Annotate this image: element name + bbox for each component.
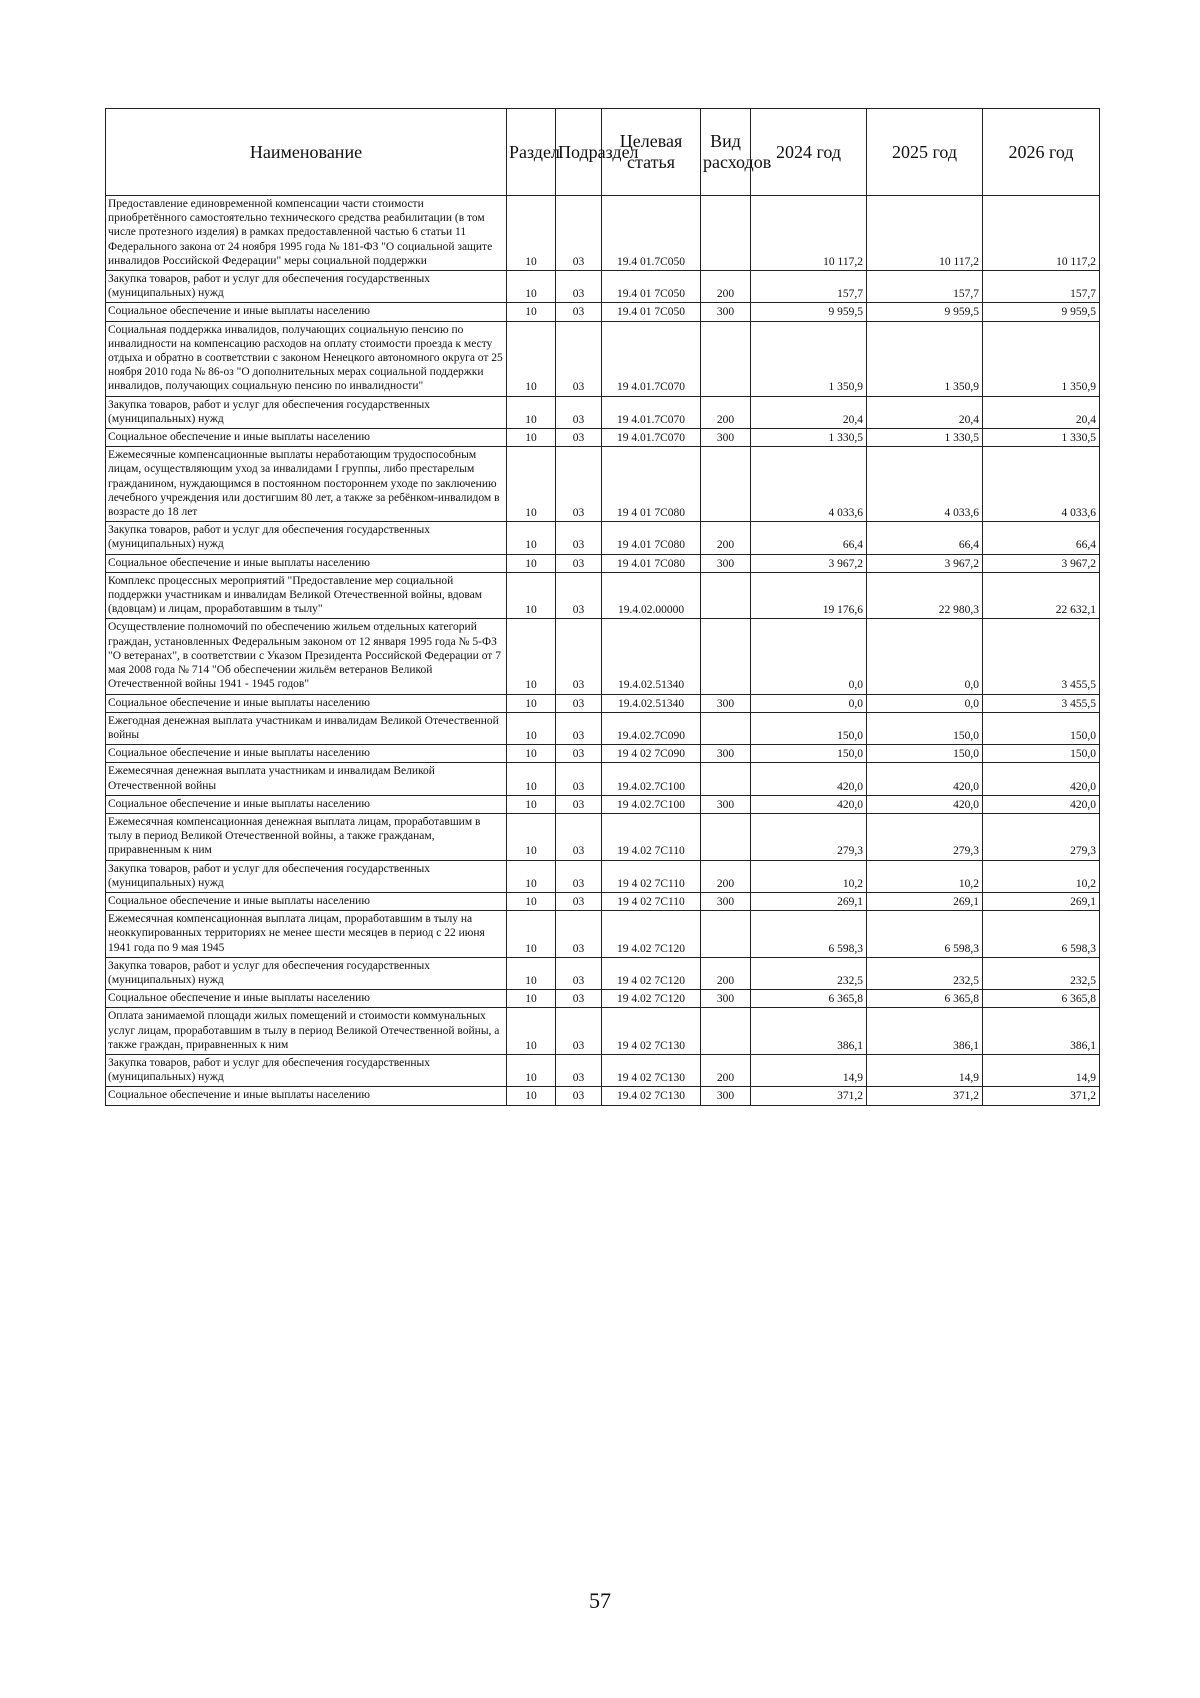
table-row [106, 712, 1100, 744]
table-row [106, 911, 1100, 958]
row-value-2025: 420,0 [867, 763, 983, 795]
row-expense-type: 200 [701, 957, 751, 989]
row-expense-type: 200 [701, 522, 751, 554]
row-subsection: 03 [556, 745, 602, 763]
header-2025: 2025 год [867, 109, 983, 196]
row-expense-type: 300 [701, 694, 751, 712]
row-value-2026: 150,0 [983, 712, 1100, 744]
row-expense-type [701, 447, 751, 522]
row-value-2025: 279,3 [867, 813, 983, 860]
row-value-2026: 1 350,9 [983, 321, 1100, 396]
row-name: Закупка товаров, работ и услуг для обеспечения государственных (муниципальных) нужд [106, 522, 507, 554]
row-expense-type [701, 712, 751, 744]
row-subsection: 03 [556, 990, 602, 1008]
row-value-2025: 269,1 [867, 892, 983, 910]
row-value-2024: 10 117,2 [751, 196, 867, 271]
row-expense-type [701, 572, 751, 619]
header-2024: 2024 год [751, 109, 867, 196]
header-expense-type: Вид расходов [701, 109, 751, 196]
row-target: 19.4.02.51340 [602, 694, 701, 712]
row-expense-type [701, 196, 751, 271]
row-value-2024: 4 033,6 [751, 447, 867, 522]
row-section: 10 [507, 303, 556, 321]
table-body [106, 196, 1100, 1106]
row-name: Закупка товаров, работ и услуг для обеспечения государственных (муниципальных) нужд [106, 396, 507, 428]
row-value-2026: 420,0 [983, 795, 1100, 813]
row-target: 19 4 02 7С110 [602, 892, 701, 910]
row-subsection: 03 [556, 795, 602, 813]
row-value-2025: 20,4 [867, 396, 983, 428]
row-expense-type: 300 [701, 303, 751, 321]
row-value-2024: 66,4 [751, 522, 867, 554]
row-name: Социальное обеспечение и иные выплаты населению [106, 303, 507, 321]
row-name: Закупка товаров, работ и услуг для обеспечения государственных (муниципальных) нужд [106, 1054, 507, 1086]
row-value-2024: 157,7 [751, 271, 867, 303]
row-section: 10 [507, 554, 556, 572]
table-row [106, 892, 1100, 910]
row-subsection: 03 [556, 957, 602, 989]
row-subsection: 03 [556, 396, 602, 428]
row-expense-type: 200 [701, 271, 751, 303]
row-value-2025: 4 033,6 [867, 447, 983, 522]
table-row [106, 990, 1100, 1008]
row-section: 10 [507, 745, 556, 763]
row-expense-type: 300 [701, 745, 751, 763]
row-value-2025: 14,9 [867, 1054, 983, 1086]
table-row [106, 554, 1100, 572]
row-value-2024: 150,0 [751, 745, 867, 763]
row-subsection: 03 [556, 860, 602, 892]
row-expense-type: 300 [701, 892, 751, 910]
table-row [106, 1008, 1100, 1055]
row-subsection: 03 [556, 1087, 602, 1105]
row-target: 19 4 01 7С080 [602, 447, 701, 522]
row-section: 10 [507, 271, 556, 303]
row-target: 19 4.01 7С080 [602, 522, 701, 554]
row-section: 10 [507, 1008, 556, 1055]
row-subsection: 03 [556, 447, 602, 522]
row-subsection: 03 [556, 813, 602, 860]
row-target: 19 4.01.7С070 [602, 429, 701, 447]
row-subsection: 03 [556, 694, 602, 712]
row-section: 10 [507, 1087, 556, 1105]
row-target: 19 4 02 7С130 [602, 1054, 701, 1086]
row-value-2026: 9 959,5 [983, 303, 1100, 321]
table-row [106, 271, 1100, 303]
row-subsection: 03 [556, 1054, 602, 1086]
row-target: 19.4 01 7С050 [602, 303, 701, 321]
row-value-2024: 0,0 [751, 694, 867, 712]
row-value-2025: 9 959,5 [867, 303, 983, 321]
row-expense-type: 300 [701, 554, 751, 572]
row-section: 10 [507, 795, 556, 813]
row-target: 19.4.02.7С090 [602, 712, 701, 744]
row-value-2025: 420,0 [867, 795, 983, 813]
row-value-2024: 420,0 [751, 763, 867, 795]
row-target: 19 4.01.7С070 [602, 396, 701, 428]
row-subsection: 03 [556, 554, 602, 572]
row-section: 10 [507, 396, 556, 428]
row-expense-type [701, 321, 751, 396]
row-target: 19 4.02 7С120 [602, 990, 701, 1008]
row-value-2026: 6 365,8 [983, 990, 1100, 1008]
table-row [106, 694, 1100, 712]
row-target: 19 4.02 7С120 [602, 911, 701, 958]
row-name: Ежегодная денежная выплата участникам и инвалидам Великой Отечественной войны [106, 712, 507, 744]
row-name: Оплата занимаемой площади жилых помещений и стоимости коммунальных услуг лицам, проработавшим в тылу в период Великой Отечественной войны, а также граждан, приравненных к ним [106, 1008, 507, 1055]
row-value-2024: 9 959,5 [751, 303, 867, 321]
row-name: Закупка товаров, работ и услуг для обеспечения государственных (муниципальных) нужд [106, 860, 507, 892]
header-target: Целевая статья [602, 109, 701, 196]
row-expense-type: 200 [701, 860, 751, 892]
row-value-2024: 279,3 [751, 813, 867, 860]
row-value-2024: 269,1 [751, 892, 867, 910]
row-target: 19 4.02 7С110 [602, 813, 701, 860]
row-value-2026: 10 117,2 [983, 196, 1100, 271]
table-row [106, 619, 1100, 694]
row-value-2026: 3 967,2 [983, 554, 1100, 572]
row-target: 19.4 01 7С050 [602, 271, 701, 303]
row-section: 10 [507, 1054, 556, 1086]
row-name: Социальное обеспечение и иные выплаты населению [106, 990, 507, 1008]
row-value-2025: 150,0 [867, 712, 983, 744]
table-row [106, 860, 1100, 892]
row-expense-type [701, 813, 751, 860]
row-expense-type [701, 911, 751, 958]
row-expense-type: 300 [701, 1087, 751, 1105]
row-value-2025: 157,7 [867, 271, 983, 303]
row-subsection: 03 [556, 572, 602, 619]
budget-table [105, 108, 1100, 1106]
table-row [106, 795, 1100, 813]
row-value-2025: 1 350,9 [867, 321, 983, 396]
row-value-2026: 232,5 [983, 957, 1100, 989]
row-target: 19.4.02.7С100 [602, 763, 701, 795]
row-value-2024: 420,0 [751, 795, 867, 813]
row-target: 19 4 02 7С090 [602, 745, 701, 763]
row-expense-type: 200 [701, 396, 751, 428]
row-value-2026: 371,2 [983, 1087, 1100, 1105]
row-name: Осуществление полномочий по обеспечению жильем отдельных категорий граждан, установленных Федеральным законом от 12 января 1995 года № 5-ФЗ "О ветеранах", в соответствии с Указом Президента Российской Федерации от 7 мая 2008 года № 714 "Об обеспечении жильём ветеранов Великой Отечественной войны 1941 - 1945 годов" [106, 619, 507, 694]
row-subsection: 03 [556, 712, 602, 744]
table-row [106, 745, 1100, 763]
row-name: Социальное обеспечение и иные выплаты населению [106, 429, 507, 447]
row-value-2024: 150,0 [751, 712, 867, 744]
table-row [106, 1087, 1100, 1105]
row-target: 19 4.01.7С070 [602, 321, 701, 396]
row-value-2026: 279,3 [983, 813, 1100, 860]
row-section: 10 [507, 860, 556, 892]
row-section: 10 [507, 572, 556, 619]
row-expense-type: 200 [701, 1054, 751, 1086]
row-section: 10 [507, 447, 556, 522]
row-name: Социальное обеспечение и иные выплаты населению [106, 694, 507, 712]
row-section: 10 [507, 892, 556, 910]
row-subsection: 03 [556, 196, 602, 271]
row-target: 19.4.02.00000 [602, 572, 701, 619]
row-value-2024: 10,2 [751, 860, 867, 892]
row-section: 10 [507, 321, 556, 396]
row-target: 19 4.01 7С080 [602, 554, 701, 572]
row-value-2026: 20,4 [983, 396, 1100, 428]
row-value-2026: 269,1 [983, 892, 1100, 910]
row-name: Ежемесячная компенсационная денежная выплата лицам, проработавшим в тылу в период Великой Отечественной войны, а также гражданам, приравненным к ним [106, 813, 507, 860]
header-2026: 2026 год [983, 109, 1100, 196]
row-value-2025: 66,4 [867, 522, 983, 554]
row-name: Социальное обеспечение и иные выплаты населению [106, 1087, 507, 1105]
row-expense-type [701, 1008, 751, 1055]
row-target: 19.4 02 7С130 [602, 1087, 701, 1105]
row-section: 10 [507, 957, 556, 989]
table-row [106, 813, 1100, 860]
row-name: Социальное обеспечение и иные выплаты населению [106, 795, 507, 813]
row-value-2024: 6 598,3 [751, 911, 867, 958]
row-value-2025: 1 330,5 [867, 429, 983, 447]
row-name: Закупка товаров, работ и услуг для обеспечения государственных (муниципальных) нужд [106, 957, 507, 989]
table-row [106, 1054, 1100, 1086]
row-name: Социальная поддержка инвалидов, получающих социальную пенсию по инвалидности на компенсацию расходов на оплату стоимости проезда к месту отдыха и обратно в соответствии с законом Ненецкого автономного округа от 25 ноября 2010 года № 86-оз "О дополнительных мерах социальной поддержки инвалидов, получающих социальную пенсию по инвалидности" [106, 321, 507, 396]
row-name: Социальное обеспечение и иные выплаты населению [106, 554, 507, 572]
table-row [106, 303, 1100, 321]
row-section: 10 [507, 694, 556, 712]
row-target: 19 4 02 7С120 [602, 957, 701, 989]
row-subsection: 03 [556, 303, 602, 321]
row-section: 10 [507, 619, 556, 694]
row-value-2025: 232,5 [867, 957, 983, 989]
row-value-2025: 6 365,8 [867, 990, 983, 1008]
row-value-2026: 150,0 [983, 745, 1100, 763]
row-expense-type: 300 [701, 990, 751, 1008]
row-value-2025: 150,0 [867, 745, 983, 763]
row-value-2024: 20,4 [751, 396, 867, 428]
row-value-2026: 3 455,5 [983, 694, 1100, 712]
row-name: Закупка товаров, работ и услуг для обеспечения государственных (муниципальных) нужд [106, 271, 507, 303]
row-section: 10 [507, 196, 556, 271]
row-value-2024: 1 350,9 [751, 321, 867, 396]
row-value-2026: 3 455,5 [983, 619, 1100, 694]
header-subsection: Подраздел [556, 109, 602, 196]
row-value-2025: 0,0 [867, 619, 983, 694]
table-row [106, 447, 1100, 522]
row-name: Ежемесячная денежная выплата участникам и инвалидам Великой Отечественной войны [106, 763, 507, 795]
row-section: 10 [507, 712, 556, 744]
row-value-2024: 19 176,6 [751, 572, 867, 619]
row-target: 19.4 01.7С050 [602, 196, 701, 271]
row-subsection: 03 [556, 321, 602, 396]
row-expense-type: 300 [701, 795, 751, 813]
row-value-2025: 10 117,2 [867, 196, 983, 271]
row-value-2026: 1 330,5 [983, 429, 1100, 447]
table-row [106, 572, 1100, 619]
row-name: Ежемесячные компенсационные выплаты неработающим трудоспособным лицам, осуществляющим уход за инвалидами I группы, либо престарелым гражданином, нуждающимся в постоянном постороннем уходе по заключению лечебного учреждения или достигшим 80 лет, а также за ребёнком-инвалидом в возрасте до 18 лет [106, 447, 507, 522]
row-value-2024: 386,1 [751, 1008, 867, 1055]
table-row [106, 196, 1100, 271]
row-section: 10 [507, 763, 556, 795]
row-section: 10 [507, 813, 556, 860]
row-value-2026: 66,4 [983, 522, 1100, 554]
row-target: 19 4 02 7С130 [602, 1008, 701, 1055]
row-name: Социальное обеспечение и иные выплаты населению [106, 892, 507, 910]
page-number: 57 [589, 1588, 611, 1613]
row-value-2024: 1 330,5 [751, 429, 867, 447]
row-name: Ежемесячная компенсационная выплата лицам, проработавшим в тылу на неоккупированных территориях не менее шести месяцев в период с 22 июня 1941 года по 9 мая 1945 [106, 911, 507, 958]
row-value-2026: 6 598,3 [983, 911, 1100, 958]
row-section: 10 [507, 429, 556, 447]
row-target: 19 4.02.7С100 [602, 795, 701, 813]
row-value-2026: 386,1 [983, 1008, 1100, 1055]
row-target: 19.4.02.51340 [602, 619, 701, 694]
row-value-2024: 14,9 [751, 1054, 867, 1086]
row-name: Комплекс процессных мероприятий "Предоставление мер социальной поддержки участникам и инвалидам Великой Отечественной войны, вдовам (вдовцам) и лицам, проработавшим в тылу" [106, 572, 507, 619]
table-row [106, 957, 1100, 989]
row-value-2024: 232,5 [751, 957, 867, 989]
row-value-2026: 157,7 [983, 271, 1100, 303]
row-value-2025: 22 980,3 [867, 572, 983, 619]
row-section: 10 [507, 990, 556, 1008]
row-value-2026: 420,0 [983, 763, 1100, 795]
row-subsection: 03 [556, 1008, 602, 1055]
row-value-2024: 371,2 [751, 1087, 867, 1105]
row-expense-type [701, 619, 751, 694]
row-value-2025: 371,2 [867, 1087, 983, 1105]
row-value-2026: 10,2 [983, 860, 1100, 892]
row-value-2025: 0,0 [867, 694, 983, 712]
row-value-2026: 14,9 [983, 1054, 1100, 1086]
row-target: 19 4 02 7С110 [602, 860, 701, 892]
table-header-row [106, 109, 1100, 196]
row-section: 10 [507, 911, 556, 958]
table-row [106, 429, 1100, 447]
header-section: Раздел [507, 109, 556, 196]
row-subsection: 03 [556, 763, 602, 795]
row-value-2026: 22 632,1 [983, 572, 1100, 619]
row-value-2025: 386,1 [867, 1008, 983, 1055]
row-expense-type [701, 763, 751, 795]
row-value-2026: 4 033,6 [983, 447, 1100, 522]
row-subsection: 03 [556, 892, 602, 910]
row-subsection: 03 [556, 522, 602, 554]
row-value-2024: 6 365,8 [751, 990, 867, 1008]
row-expense-type: 300 [701, 429, 751, 447]
row-value-2025: 10,2 [867, 860, 983, 892]
row-value-2025: 6 598,3 [867, 911, 983, 958]
table-row [106, 522, 1100, 554]
row-value-2025: 3 967,2 [867, 554, 983, 572]
row-section: 10 [507, 522, 556, 554]
header-name: Наименование [106, 109, 507, 196]
row-subsection: 03 [556, 429, 602, 447]
table-row [106, 763, 1100, 795]
row-subsection: 03 [556, 911, 602, 958]
row-value-2024: 3 967,2 [751, 554, 867, 572]
row-subsection: 03 [556, 619, 602, 694]
table-row [106, 396, 1100, 428]
table-row [106, 321, 1100, 396]
row-subsection: 03 [556, 271, 602, 303]
row-name: Социальное обеспечение и иные выплаты населению [106, 745, 507, 763]
row-value-2024: 0,0 [751, 619, 867, 694]
row-name: Предоставление единовременной компенсации части стоимости приобретённого самостоятельно технического средства реабилитации (в том числе протезного изделия) в рамках предоставленной частью 6 статьи 11 Федерального закона от 24 ноября 1995 года № 181-ФЗ "О социальной защите инвалидов Российской Федерации" меры социальной поддержки [106, 196, 507, 271]
